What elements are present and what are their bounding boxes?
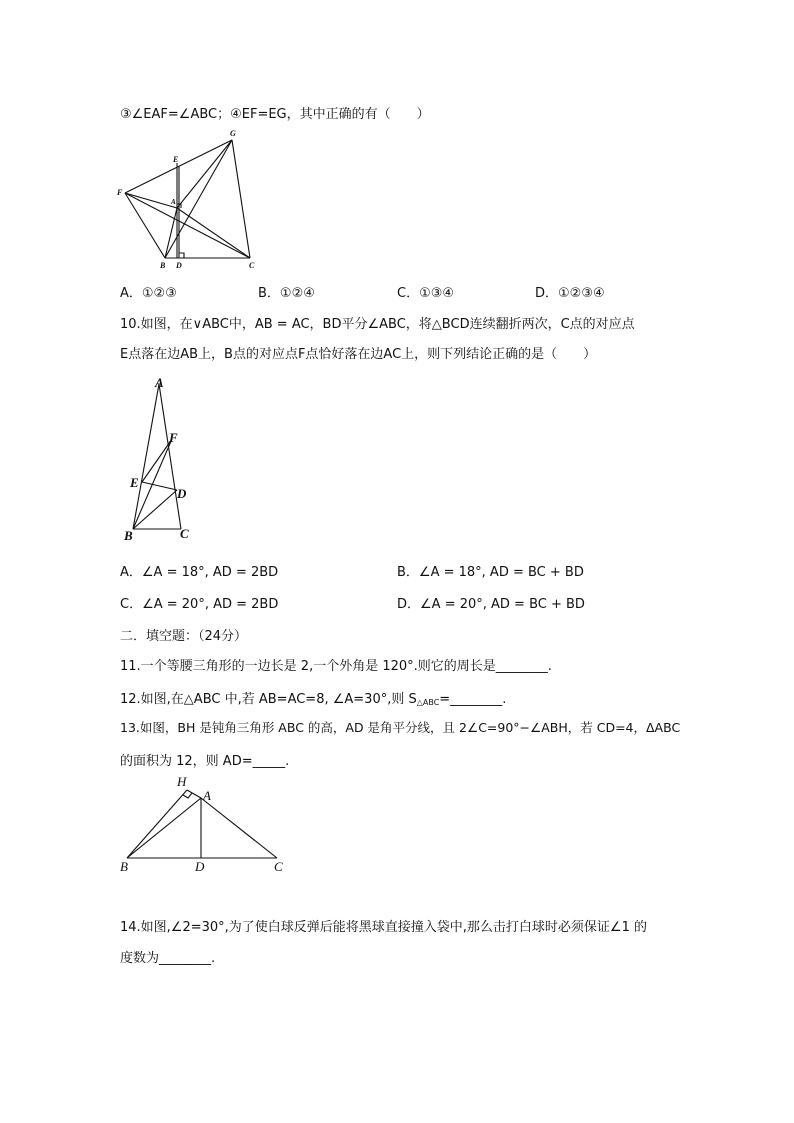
q10-option-c: C．∠A = 20°, AD = 2BD bbox=[120, 597, 279, 612]
q10-line2: E点落在边AB上，B点的对应点F点恰好落在边AC上，则下列结论正确的是（ ） bbox=[120, 347, 597, 362]
section-heading: 二．填空题：（24分） bbox=[120, 629, 248, 644]
q13-figure bbox=[115, 772, 295, 877]
q9-option-d: D．①②③④ bbox=[535, 286, 605, 301]
q9-label-B: B bbox=[160, 261, 166, 270]
q10-label-C: C bbox=[180, 526, 189, 541]
q10-option-d: D．∠A = 20°, AD = BC + BD bbox=[397, 597, 585, 612]
q14-line2: 度数为________. bbox=[120, 951, 216, 966]
q13-label-B: B bbox=[120, 859, 128, 874]
q9-label-F: F bbox=[117, 188, 123, 197]
q11-text: 11.一个等腰三角形的一边长是 2,一个外角是 120°.则它的周长是________. bbox=[120, 659, 552, 674]
q9-option-a: A．①②③ bbox=[120, 286, 177, 301]
q9-label-E: E bbox=[173, 155, 179, 164]
q10-label-E: E bbox=[130, 475, 139, 490]
q9-figure bbox=[115, 128, 275, 273]
q10-option-a: A．∠A = 18°, AD = 2BD bbox=[120, 565, 279, 580]
q9-option-c: C．①③④ bbox=[397, 286, 455, 301]
q10-label-A: A bbox=[155, 375, 164, 390]
q9-label-D: D bbox=[176, 261, 182, 270]
q9-text: ③∠EAF=∠ABC；④EF=EG，其中正确的有（ ） bbox=[120, 107, 430, 122]
q13-label-H: H bbox=[177, 774, 187, 789]
q12-text bbox=[120, 688, 506, 707]
q10-label-D: D bbox=[177, 486, 187, 501]
q12-prefix: 12.如图,在△ABC 中,若 AB=AC=8, ∠A=30°,则 S bbox=[120, 692, 417, 707]
q13-label-A: A bbox=[203, 788, 211, 803]
q10-label-B: B bbox=[124, 528, 133, 543]
q9-label-A: A bbox=[171, 198, 176, 206]
q13-label-C: C bbox=[274, 859, 283, 874]
q10-label-F: F bbox=[169, 430, 178, 445]
q12-suffix: =________. bbox=[439, 692, 507, 707]
q9-label-G: G bbox=[230, 129, 236, 138]
q9-option-b: B．①②④ bbox=[258, 286, 315, 301]
q14-line1: 14.如图,∠2=30°,为了使白球反弹后能将黑球直接撞入袋中,那么击打白球时必须保证∠1 的 bbox=[120, 920, 647, 935]
q13-line2: 的面积为 12，则 AD=_____. bbox=[120, 754, 290, 769]
q13-line1: 13.如图，BH 是钝角三角形 ABC 的高，AD 是角平分线，且 2∠C=90°−∠ABH，若 CD=4，ΔABC bbox=[120, 720, 681, 735]
q10-line1: 10.如图，在∨ABC中，AB = AC，BD平分∠ABC，将△BCD连续翻折两次，C点的对应点 bbox=[120, 317, 635, 332]
q10-option-b: B．∠A = 18°, AD = BC + BD bbox=[397, 565, 584, 580]
q10-figure bbox=[120, 372, 200, 547]
q9-label-C: C bbox=[249, 261, 255, 270]
q12-subscript: △ABC bbox=[416, 698, 440, 707]
q13-label-D: D bbox=[195, 859, 205, 874]
